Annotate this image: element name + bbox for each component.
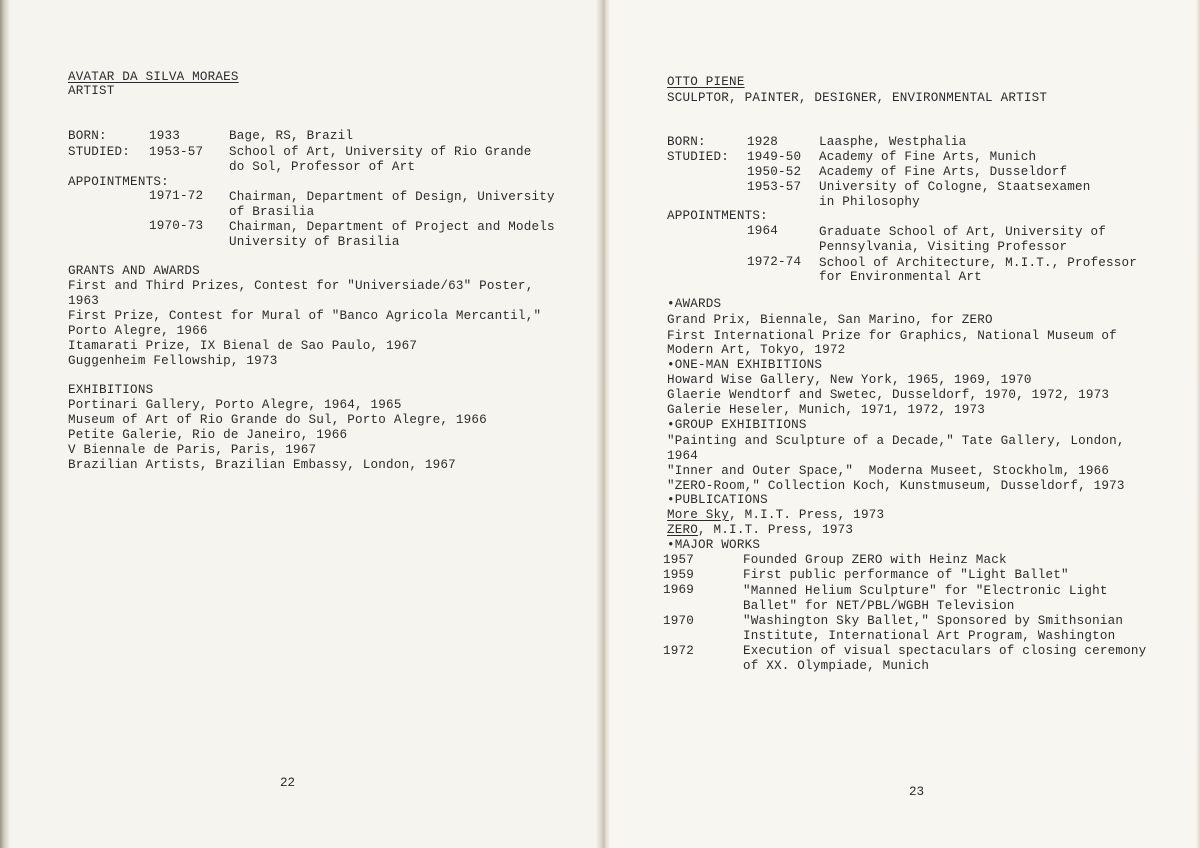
group-line: 1964 [667,449,699,463]
grants-line: Itamarati Prize, IX Bienal de Sao Paulo, 1967 [68,339,418,353]
group-line: "Inner and Outer Space," Moderna Museet, Stockholm, 1966 [667,464,1110,478]
studied-text: do Sol, Professor of Art [229,160,416,174]
exhibition-line: Brazilian Artists, Brazilian Embassy, London, 1967 [68,458,456,472]
artist-name: AVATAR DA SILVA MORAES [68,70,239,84]
work-year: 1957 [663,553,695,567]
one-man-line: Howard Wise Gallery, New York, 1965, 1969, 1970 [667,373,1032,387]
one-man-line: Glaerie Wendtorf and Swetec, Dusseldorf, 1970, 1972, 1973 [667,388,1110,402]
group-line: "ZERO-Room," Collection Koch, Kunstmuseum, Dusseldorf, 1973 [667,479,1125,493]
appointment-text: School of Architecture, M.I.T., Professor [819,256,1138,270]
work-text: "Washington Sky Ballet," Sponsored by Smithsonian [743,614,1124,628]
page-edge-shadow [1196,0,1200,848]
awards-line: Grand Prix, Biennale, San Marino, for ZERO [667,313,993,327]
publication-title: More Sky [667,508,730,522]
studied-years: 1949-50 [747,150,802,164]
exhibition-line: Petite Galerie, Rio de Janeiro, 1966 [68,428,348,442]
born-year: 1933 [149,129,181,143]
exhibition-line: V Biennale de Paris, Paris, 1967 [68,443,317,457]
group-line: "Painting and Sculpture of a Decade," Tate Gallery, London, [667,434,1125,448]
appointment-text: Chairman, Department of Design, University [229,190,555,204]
page-number: 22 [280,776,296,790]
grants-heading: GRANTS AND AWARDS [68,264,200,278]
born-label: BORN: [667,135,706,149]
publication-details: , M.I.T. Press, 1973 [698,523,854,537]
artist-name: OTTO PIENE [667,75,745,89]
appointments-label: APPOINTMENTS: [68,175,169,189]
work-text: Execution of visual spectaculars of closing ceremony [743,644,1147,658]
born-year: 1928 [747,135,779,149]
artist-role: ARTIST [68,84,115,98]
exhibitions-heading: EXHIBITIONS [68,383,154,397]
studied-label: STUDIED: [68,145,131,159]
publication-line [667,508,884,523]
grants-line: Porto Alegre, 1966 [68,324,208,338]
born-place: Bage, RS, Brazil [229,129,354,143]
appointment-text: Graduate School of Art, University of [819,225,1107,239]
studied-text: Academy of Fine Arts, Dusseldorf [819,165,1068,179]
work-text: "Manned Helium Sculpture" for "Electronic Light [743,584,1108,598]
appointments-label: APPOINTMENTS: [667,209,768,223]
artist-role: SCULPTOR, PAINTER, DESIGNER, ENVIRONMENTAL ARTIST [667,91,1048,105]
major-works-heading: •MAJOR WORKS [667,538,761,552]
appointment-text: Chairman, Department of Project and Models [229,220,555,234]
studied-years: 1953-57 [747,180,802,194]
grants-line: First Prize, Contest for Mural of "Banco Agricola Mercantil," [68,309,542,323]
book-gutter [596,0,610,848]
grants-line: Guggenheim Fellowship, 1973 [68,354,278,368]
page-edge-shadow [0,0,10,848]
work-year: 1969 [663,583,695,597]
appointment-text: for Environmental Art [819,270,982,284]
appointment-years: 1970-73 [149,219,204,233]
studied-text: School of Art, University of Rio Grande [229,145,532,159]
grants-line: 1963 [68,294,100,308]
page-number: 23 [909,785,925,799]
studied-label: STUDIED: [667,150,730,164]
group-heading: •GROUP EXHIBITIONS [667,418,807,432]
work-year: 1970 [663,614,695,628]
awards-line: First International Prize for Graphics, National Museum of [667,329,1117,343]
appointment-years: 1972-74 [747,255,802,269]
publication-line [667,523,853,538]
publications-heading: •PUBLICATIONS [667,493,768,507]
work-text: Institute, International Art Program, Washington [743,629,1116,643]
publication-details: , M.I.T. Press, 1973 [729,508,885,522]
appointment-years: 1964 [747,224,779,238]
appointment-years: 1971-72 [149,189,204,203]
exhibition-line: Museum of Art of Rio Grande do Sul, Porto Alegre, 1966 [68,413,487,427]
studied-text: University of Cologne, Staatsexamen [819,180,1091,194]
one-man-line: Galerie Heseler, Munich, 1971, 1972, 1973 [667,403,986,417]
work-text: Ballet" for NET/PBL/WGBH Television [743,599,1015,613]
grants-line: First and Third Prizes, Contest for "Universiade/63" Poster, [68,279,534,293]
studied-text: in Philosophy [819,195,920,209]
work-text: of XX. Olympiade, Munich [743,659,930,673]
appointment-text: University of Brasilia [229,235,400,249]
work-year: 1972 [663,644,695,658]
one-man-heading: •ONE-MAN EXHIBITIONS [667,358,823,372]
work-text: First public performance of "Light Ballet" [743,568,1069,582]
born-label: BORN: [68,129,107,143]
awards-line: Modern Art, Tokyo, 1972 [667,343,846,357]
born-place: Laasphe, Westphalia [819,135,967,149]
studied-years: 1950-52 [747,165,802,179]
studied-years: 1953-57 [149,145,204,159]
work-year: 1959 [663,568,695,582]
awards-heading: •AWARDS [667,297,722,311]
work-text: Founded Group ZERO with Heinz Mack [743,553,1007,567]
right-page [603,0,1200,848]
publication-title: ZERO [667,523,699,537]
studied-text: Academy of Fine Arts, Munich [819,150,1037,164]
appointment-text: of Brasilia [229,205,315,219]
appointment-text: Pennsylvania, Visiting Professor [819,240,1068,254]
exhibition-line: Portinari Gallery, Porto Alegre, 1964, 1965 [68,398,402,412]
